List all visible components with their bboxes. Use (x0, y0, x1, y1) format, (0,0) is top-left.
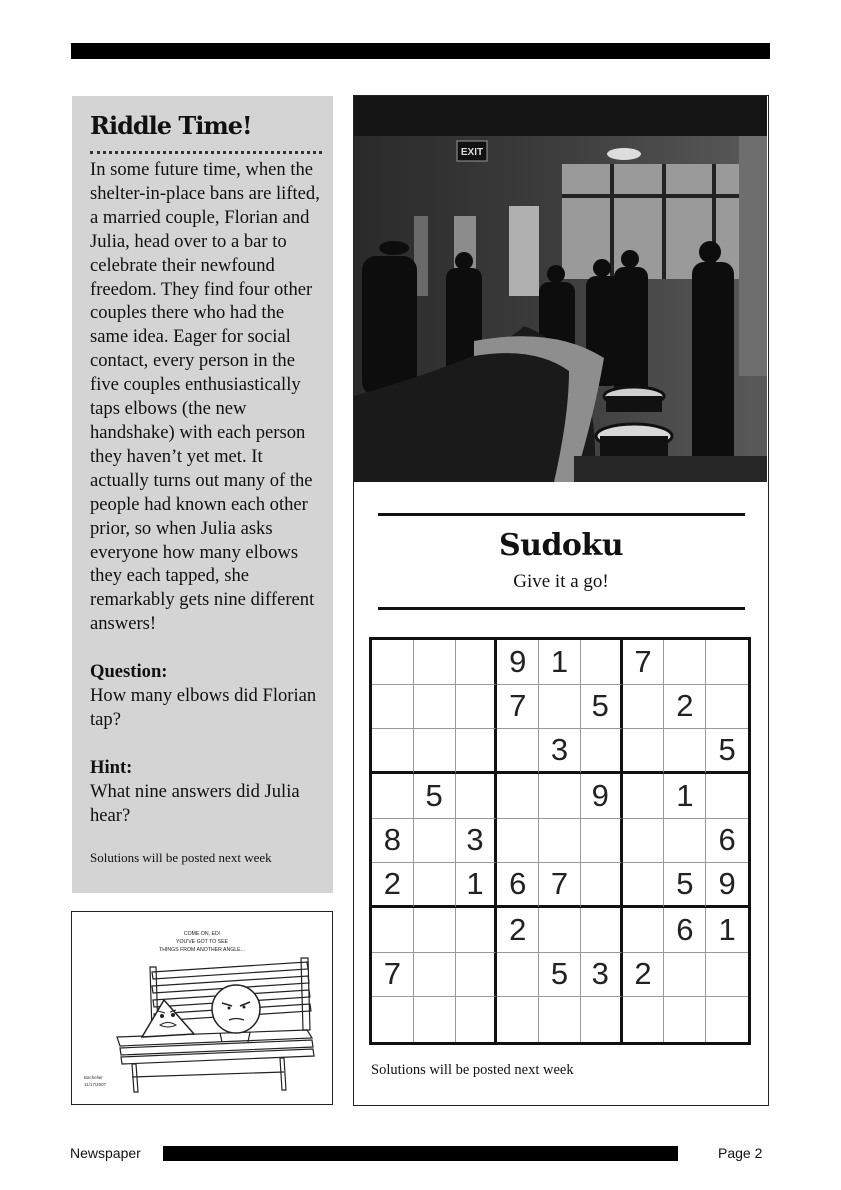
sudoku-cell[interactable] (497, 774, 539, 819)
footer-rule (163, 1146, 678, 1161)
sudoku-cell[interactable]: 6 (497, 863, 539, 908)
sudoku-cell[interactable] (581, 819, 623, 864)
sudoku-cell[interactable] (497, 729, 539, 774)
sudoku-cell[interactable] (497, 997, 539, 1042)
sudoku-cell[interactable] (456, 685, 498, 730)
cartoon-caption-line: COME ON, ED! (183, 931, 221, 937)
cartoon-caption-line: YOU'VE GOT TO SEE (175, 939, 229, 945)
footer-page-number: Page 2 (718, 1145, 763, 1161)
sudoku-cell[interactable]: 5 (664, 863, 706, 908)
bench-cartoon-illustration (72, 912, 331, 1103)
sudoku-cell[interactable] (414, 640, 456, 685)
sudoku-subtitle: Give it a go! (513, 571, 609, 592)
sudoku-cell[interactable]: 9 (581, 774, 623, 819)
sudoku-cell[interactable]: 3 (456, 819, 498, 864)
sudoku-cell[interactable] (664, 640, 706, 685)
sudoku-cell[interactable]: 6 (664, 908, 706, 953)
riddle-body: In some future time, when the shelter-in-place bans are lifted, a married couple, Florian and Julia, head over to a bar to celebrate their newfound freedom. They find four other couples there who had the same idea. Eager for social contact, every person in the five couples enthusiastically taps elbows (the new handshake) with each person they haven’t yet met. It actually turns out many of the people had known each other prior, so when Julia asks everyone how many elbows they each tapped, she remarkably gets nine different answers! (90, 159, 320, 635)
question-label: Question: (90, 661, 168, 683)
hint-text: What nine answers did Julia hear? (90, 780, 300, 826)
sudoku-cell[interactable] (456, 729, 498, 774)
sudoku-cell[interactable] (664, 997, 706, 1042)
cartoon-caption-line: THINGS FROM ANOTHER ANGLE... (159, 947, 245, 953)
sudoku-title: Sudoku (498, 528, 624, 563)
sudoku-cell[interactable] (623, 863, 665, 908)
sudoku-cell[interactable]: 5 (581, 685, 623, 730)
cartoon-signature-date: 11/17/2007 (84, 1082, 107, 1087)
sudoku-cell[interactable] (581, 729, 623, 774)
sudoku-cell[interactable]: 3 (539, 729, 581, 774)
header-rule (71, 43, 770, 59)
riddle-box (72, 96, 333, 893)
bench-drawing (117, 958, 314, 1092)
sudoku-cell[interactable] (372, 729, 414, 774)
sudoku-bottom-rule (378, 607, 745, 610)
sudoku-cell[interactable]: 5 (706, 729, 748, 774)
sudoku-cell[interactable] (581, 908, 623, 953)
question-text: How many elbows did Florian tap? (90, 685, 317, 730)
sudoku-cell[interactable] (623, 685, 665, 730)
dotted-divider (90, 151, 322, 154)
sudoku-cell[interactable] (456, 908, 498, 953)
sudoku-panel (353, 95, 769, 1106)
sudoku-cell[interactable] (414, 908, 456, 953)
sudoku-cell[interactable]: 2 (623, 953, 665, 998)
sudoku-cell[interactable] (623, 819, 665, 864)
sudoku-cell[interactable] (372, 774, 414, 819)
sudoku-cell[interactable] (456, 640, 498, 685)
sudoku-cell[interactable] (539, 819, 581, 864)
sudoku-cell[interactable]: 1 (456, 863, 498, 908)
sudoku-cell[interactable]: 2 (497, 908, 539, 953)
sudoku-cell[interactable] (623, 774, 665, 819)
bar-photo (354, 96, 767, 482)
sudoku-cell[interactable] (414, 863, 456, 908)
sudoku-top-rule (378, 513, 745, 516)
cartoon-frame (71, 911, 333, 1105)
sudoku-cell[interactable]: 9 (497, 640, 539, 685)
sudoku-cell[interactable] (664, 729, 706, 774)
sudoku-cell[interactable] (539, 997, 581, 1042)
sudoku-cell[interactable] (706, 685, 748, 730)
bar-interior-photo (354, 96, 767, 482)
sudoku-cell[interactable] (539, 908, 581, 953)
cartoon-signature: Bachelier (84, 1075, 103, 1080)
sudoku-cell[interactable]: 7 (372, 953, 414, 998)
sudoku-cell[interactable]: 2 (664, 685, 706, 730)
sudoku-cell[interactable] (497, 953, 539, 998)
sudoku-cell[interactable] (581, 997, 623, 1042)
sudoku-cell[interactable] (414, 819, 456, 864)
sudoku-cell[interactable]: 9 (706, 863, 748, 908)
sudoku-solutions-note: Solutions will be posted next week (371, 1062, 574, 1078)
sudoku-cell[interactable]: 1 (539, 640, 581, 685)
sudoku-cell[interactable] (414, 997, 456, 1042)
sudoku-cell[interactable] (664, 953, 706, 998)
sudoku-cell[interactable] (456, 953, 498, 998)
sudoku-cell[interactable] (372, 997, 414, 1042)
sudoku-cell[interactable] (414, 953, 456, 998)
sudoku-cell[interactable]: 5 (414, 774, 456, 819)
sudoku-cell[interactable]: 2 (372, 863, 414, 908)
sudoku-cell[interactable] (539, 685, 581, 730)
sudoku-grid (369, 637, 751, 1045)
sudoku-cell[interactable]: 1 (664, 774, 706, 819)
riddle-solutions-note: Solutions will be posted next week (90, 849, 272, 865)
sudoku-cell[interactable] (372, 685, 414, 730)
sudoku-cell[interactable] (664, 819, 706, 864)
sudoku-cell[interactable]: 7 (623, 640, 665, 685)
riddle-title: Riddle Time! (90, 111, 252, 140)
sudoku-cell[interactable] (497, 819, 539, 864)
sudoku-cell[interactable]: 5 (539, 953, 581, 998)
sudoku-cell[interactable] (456, 774, 498, 819)
sudoku-cell[interactable] (581, 640, 623, 685)
sudoku-cell[interactable] (706, 997, 748, 1042)
sudoku-cell[interactable] (581, 863, 623, 908)
sudoku-cell[interactable]: 1 (706, 908, 748, 953)
sudoku-cell[interactable] (623, 908, 665, 953)
sudoku-cell[interactable] (414, 685, 456, 730)
sudoku-cell[interactable]: 6 (706, 819, 748, 864)
sudoku-cell[interactable]: 3 (581, 953, 623, 998)
sudoku-cell[interactable] (623, 729, 665, 774)
sudoku-cell[interactable]: 8 (372, 819, 414, 864)
sudoku-cell[interactable] (706, 640, 748, 685)
sudoku-cell[interactable] (414, 729, 456, 774)
sudoku-cell[interactable] (456, 997, 498, 1042)
footer-publication-name: Newspaper (70, 1145, 141, 1161)
sudoku-cell[interactable]: 7 (539, 863, 581, 908)
sudoku-cell[interactable] (623, 997, 665, 1042)
sudoku-cell[interactable] (372, 908, 414, 953)
sudoku-cell[interactable] (706, 774, 748, 819)
sudoku-cell[interactable] (706, 953, 748, 998)
exit-sign: EXIT (460, 147, 484, 158)
sudoku-cell[interactable] (372, 640, 414, 685)
hint-label: Hint: (90, 756, 133, 778)
sudoku-cell[interactable] (539, 774, 581, 819)
sudoku-cell[interactable]: 7 (497, 685, 539, 730)
